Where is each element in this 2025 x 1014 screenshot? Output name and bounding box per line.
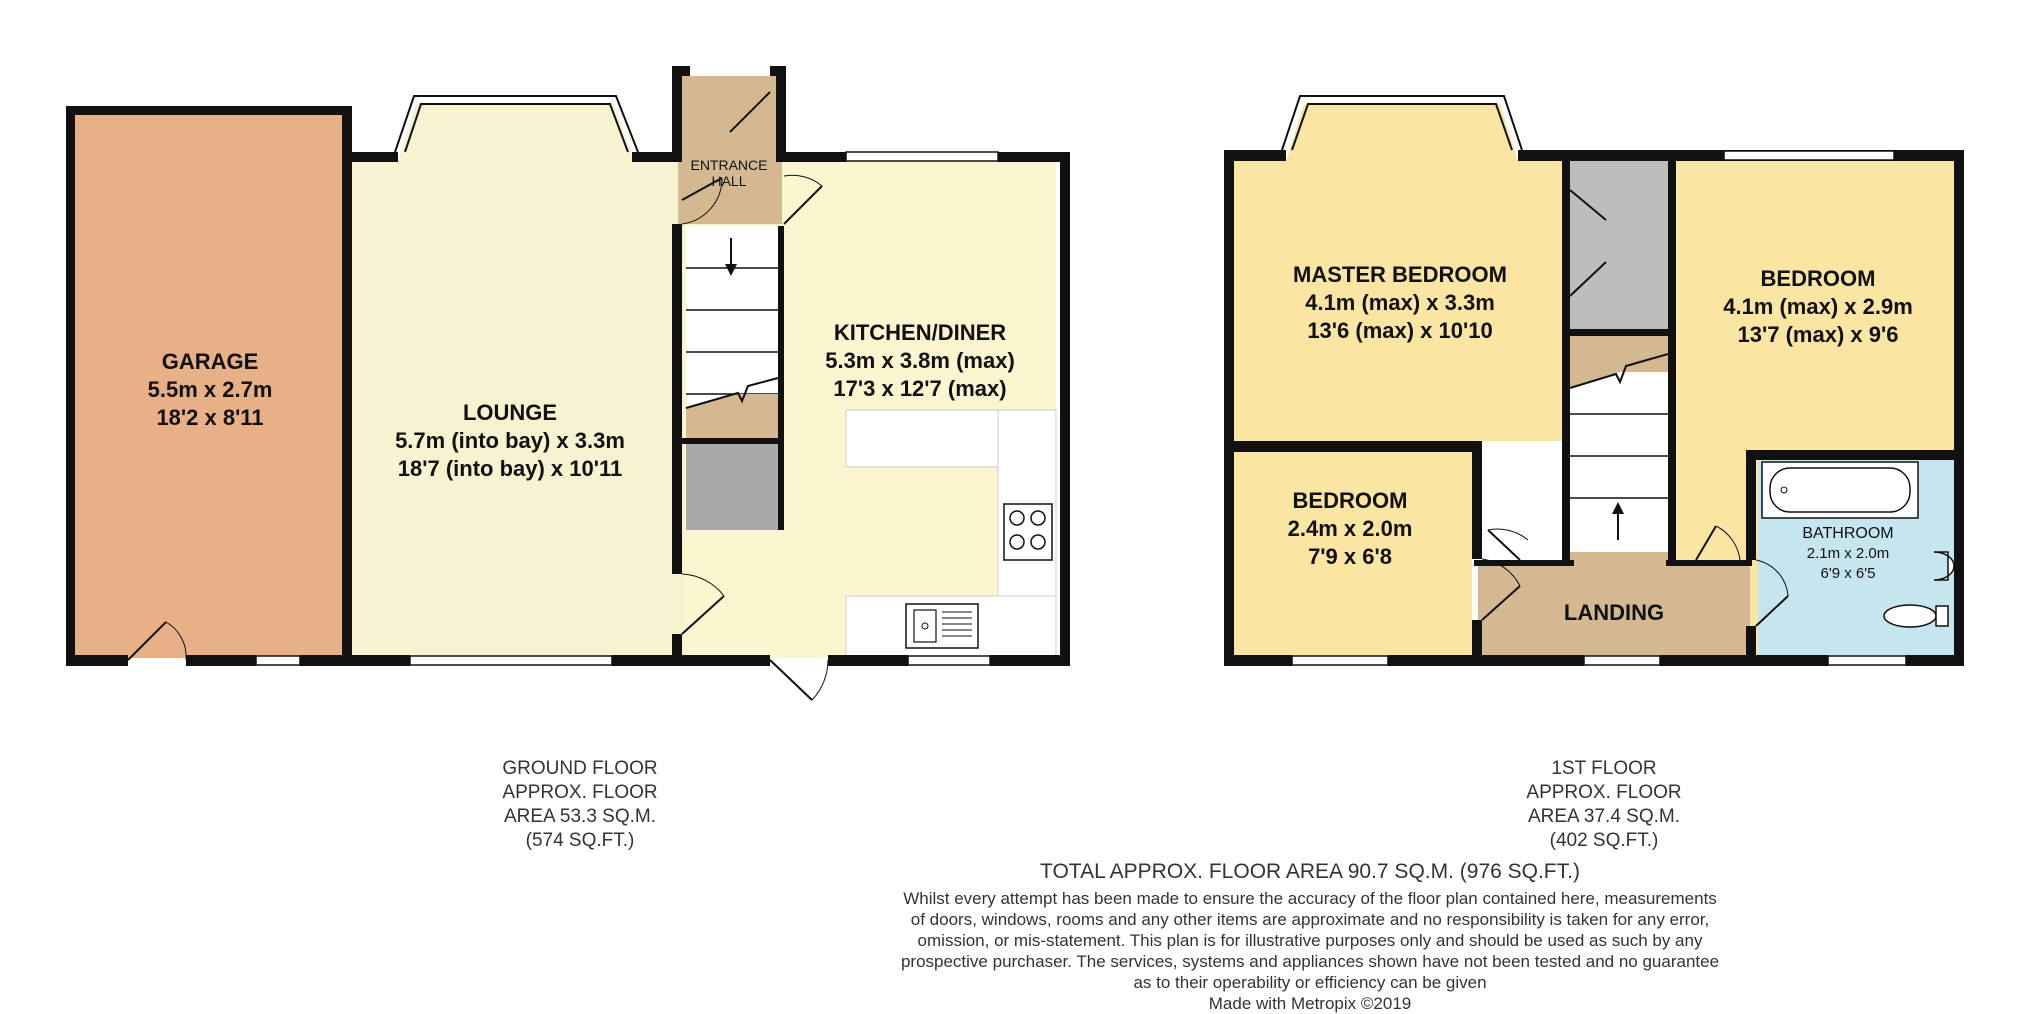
master-bedroom-dim-metric: 4.1m (max) x 3.3m	[1305, 290, 1495, 315]
kitchen-label: KITCHEN/DINER	[833, 320, 1007, 345]
kitchen-dim-metric: 5.3m x 3.8m (max)	[825, 348, 1015, 373]
first-floor-caption-line3: AREA 37.4 SQ.M.	[1527, 806, 1681, 827]
ground-floor-caption	[440, 757, 720, 853]
metropix-credit: Made with Metropix ©2019	[1208, 994, 1412, 1013]
master-bay	[1286, 104, 1518, 161]
hob-icon	[1004, 504, 1052, 560]
ground-floor-caption-line4: (574 SQ.FT.)	[525, 830, 635, 851]
landing-stair-link	[1570, 552, 1668, 566]
disclaimer-line4: prospective purchaser. The services, systems and appliances shown have not been tested and no guarantee	[900, 952, 1720, 971]
first-floor-caption-line2: APPROX. FLOOR	[1526, 782, 1682, 803]
cupboard-first	[1570, 161, 1668, 329]
disclaimer-line5: as to their operability or efficiency can be given	[1133, 973, 1487, 992]
sink-icon	[906, 604, 978, 648]
ground-floor-plan	[66, 66, 1070, 700]
entrance-hall-label-line2: HALL	[711, 173, 747, 189]
lounge-dim-imperial: 18'7 (into bay) x 10'11	[397, 456, 623, 481]
bedroom2-dim-imperial: 13'7 (max) x 9'6	[1737, 322, 1899, 347]
ground-floor-caption-line1: GROUND FLOOR	[502, 758, 658, 779]
disclaimer	[780, 888, 1840, 1014]
bedroom2-label: BEDROOM	[1760, 266, 1876, 291]
disclaimer-line2: of doors, windows, rooms and any other items are approximate and no responsibility is taken for any error,	[910, 910, 1710, 929]
toilet-icon	[1884, 605, 1948, 627]
bedroom3-dim-metric: 2.4m x 2.0m	[1287, 516, 1413, 541]
bathroom-dim-metric: 2.1m x 2.0m	[1806, 545, 1890, 562]
bathroom-label: BATHROOM	[1802, 525, 1894, 542]
master-bedroom-label: MASTER BEDROOM	[1293, 262, 1507, 287]
disclaimer-line3: omission, or mis-statement. This plan is for illustrative purposes only and should be used as such by any	[917, 931, 1703, 950]
bedroom3-dim-imperial: 7'9 x 6'8	[1308, 544, 1392, 569]
lounge-bay	[398, 103, 634, 161]
first-floor-plan	[1224, 96, 1964, 666]
lounge-dim-metric: 5.7m (into bay) x 3.3m	[395, 428, 625, 453]
master-bedroom-dim-imperial: 13'6 (max) x 10'10	[1307, 318, 1493, 343]
entrance-hall-label-line1: ENTRANCE	[690, 157, 768, 173]
bath-icon	[1762, 462, 1918, 518]
garage-label: GARAGE	[161, 349, 259, 374]
landing-label: LANDING	[1563, 600, 1665, 625]
bedroom3-label: BEDROOM	[1292, 488, 1408, 513]
entrance-hall-room	[678, 76, 782, 224]
ground-floor-caption-line2: APPROX. FLOOR	[502, 782, 658, 803]
total-floor-area: TOTAL APPROX. FLOOR AREA 90.7 SQ.M. (976 SQ.FT.)	[1040, 860, 1580, 883]
first-floor-caption	[1464, 757, 1744, 853]
kitchen-dim-imperial: 17'3 x 12'7 (max)	[833, 376, 1007, 401]
bedroom2-dim-metric: 4.1m (max) x 2.9m	[1723, 294, 1913, 319]
bathroom-dim-imperial: 6'9 x 6'5	[1820, 565, 1876, 582]
ground-floor-caption-line3: AREA 53.3 SQ.M.	[503, 806, 657, 827]
first-floor-caption-line4: (402 SQ.FT.)	[1549, 830, 1659, 851]
under-stairs-cupboard	[686, 444, 778, 530]
lounge-label: LOUNGE	[462, 400, 558, 425]
garage-dim-imperial: 18'2 x 8'11	[156, 405, 264, 430]
garage-dim-metric: 5.5m x 2.7m	[147, 377, 273, 402]
disclaimer-line1: Whilst every attempt has been made to ensure the accuracy of the floor plan contained here, measurements	[903, 889, 1717, 908]
first-floor-caption-line1: 1ST FLOOR	[1551, 758, 1657, 779]
